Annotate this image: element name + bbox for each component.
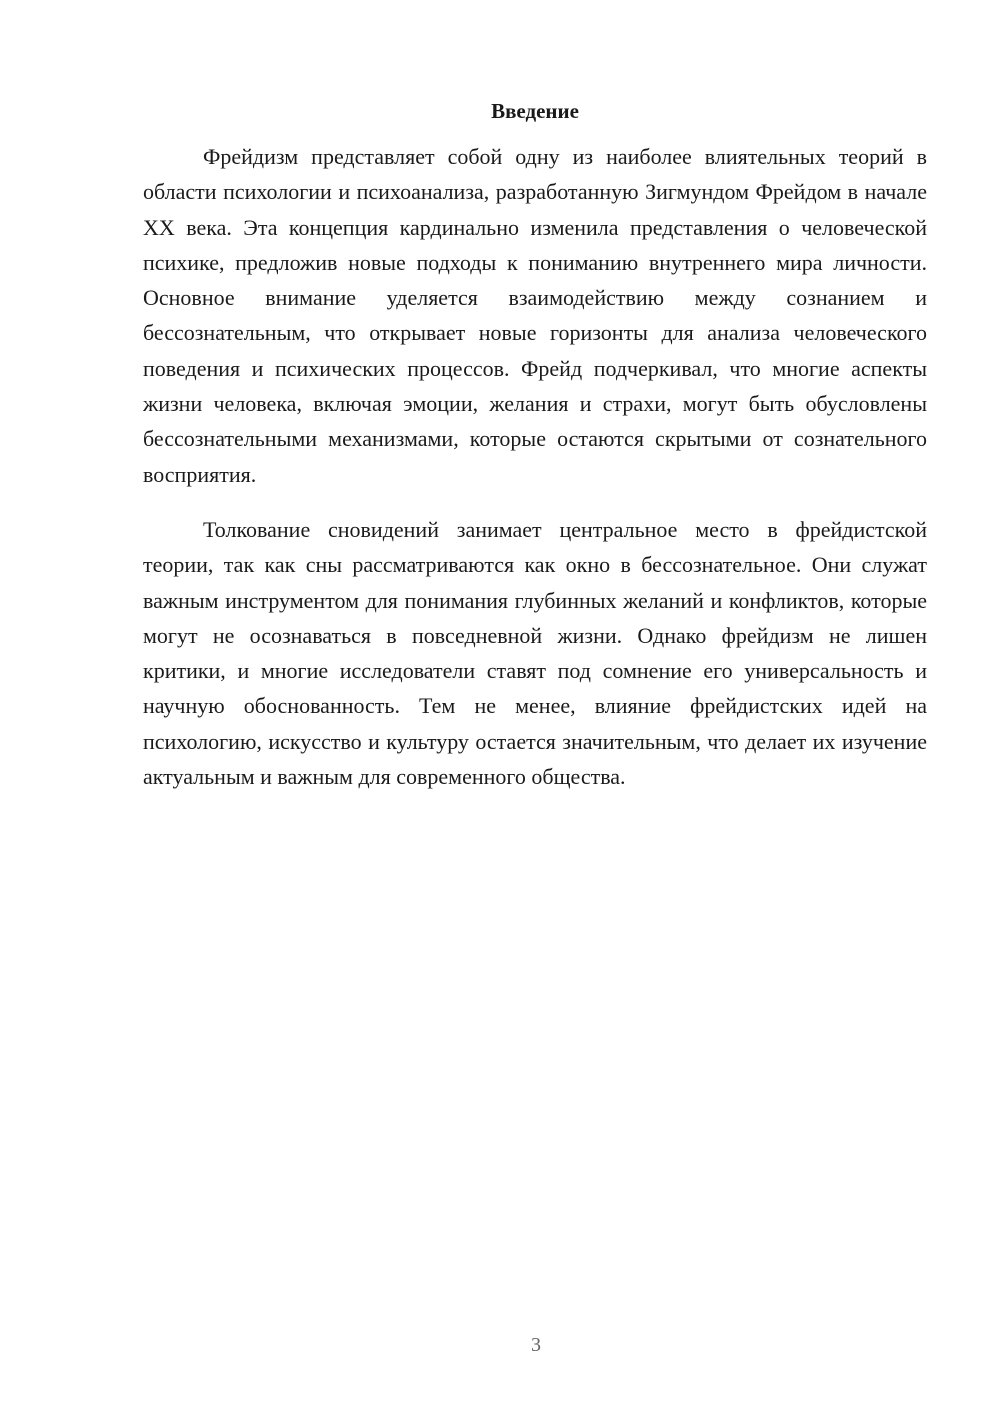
paragraph-2: Толкование сновидений занимает центральное место в фрейдистской теории, так как сны рассматриваются как окно в бессознательное. Они служат важным инструментом для понимания глубинных желаний и конфликтов, которые могут не осознаваться в повседневной жизни. Однако фрейдизм не лишен критики, и многие исследователи ставят под сомнение его универсальность и научную обоснованность. Тем не менее, влияние фрейдистских идей на психологию, искусство и культуру остается значительным, что делает их изучение актуальным и важным для современного общества. [143,516,927,790]
paragraph-1: Фрейдизм представляет собой одну из наиболее влиятельных теорий в области психологии и психоанализа, разработанную Зигмундом Фрейдом в начале XX века. Эта концепция кардинально изменила представления о человеческой психике, предложив новые подходы к пониманию внутреннего мира личности. Основное внимание уделяется взаимодействию между сознанием и бессознательным, что открывает новые горизонты для анализа человеческого поведения и психических процессов. Фрейд подчеркивал, что многие аспекты жизни человека, включая эмоции, желания и страхи, могут быть обусловлены бессознательными механизмами, которые остаются скрытыми от сознательного восприятия. [143,144,927,487]
page-number: 3 [531,1334,541,1356]
page-content [143,96,927,794]
section-heading: Введение [491,99,579,123]
